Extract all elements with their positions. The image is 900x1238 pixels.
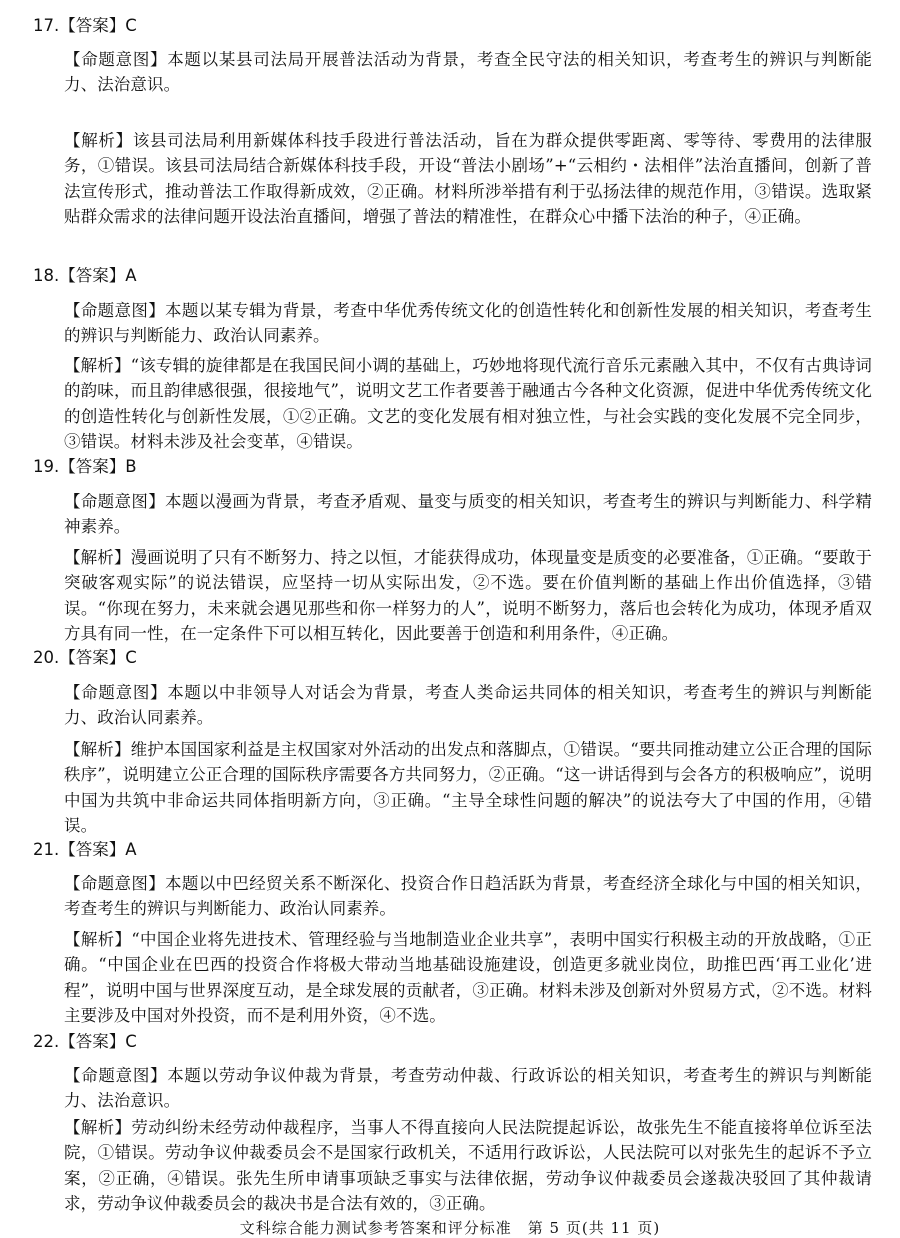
- answer-18: 18.【答案】A: [33, 266, 137, 285]
- analysis-22: 【解析】劳动纠纷未经劳动仲裁程序，当事人不得直接向人民法院提起诉讼，故张先生不能直接将单位诉至法院，①错误。劳动争议仲裁委员会不是国家行政机关，不适用行政诉讼，人民法院可以对张先生的起诉不予立案，②正确，④错误。张先生所申请事项缺乏事实与法律依据，劳动争议仲裁委员会遂裁决驳回了其仲裁请求，劳动争议仲裁委员会的裁决书是合法有效的，③正确。: [64, 1118, 872, 1214]
- answer-22: 22.【答案】C: [33, 1032, 137, 1051]
- intent-20: 【命题意图】本题以中非领导人对话会为背景，考查人类命运共同体的相关知识，考查考生的辨识与判断能力、政治认同素养。: [64, 683, 872, 728]
- analysis-20: 【解析】维护本国国家利益是主权国家对外活动的出发点和落脚点，①错误。“要共同推动建立公正合理的国际秩序”，说明建立公正合理的国际秩序需要各方共同努力，②正确。“这一讲话得到与会各方的积极响应”，说明中国为共筑中非命运共同体指明新方向，③正确。“主导全球性问题的解决”的说法夸大了中国的作用，④错误。: [64, 740, 872, 836]
- intent-19: 【命题意图】本题以漫画为背景，考查矛盾观、量变与质变的相关知识，考查考生的辨识与判断能力、科学精神素养。: [64, 492, 872, 537]
- analysis-21: 【解析】“中国企业将先进技术、管理经验与当地制造业企业共享”，表明中国实行积极主动的开放战略，①正确。“中国企业在巴西的投资合作将极大带动当地基础设施建设，创造更多就业岗位，助推巴西‘再工业化’进程”，说明中国与世界深度互动，是全球发展的贡献者，③正确。材料未涉及创新对外贸易方式，②不选。材料主要涉及中国对外投资，而不是利用外资，④不选。: [64, 930, 872, 1026]
- analysis-18: 【解析】“该专辑的旋律都是在我国民间小调的基础上，巧妙地将现代流行音乐元素融入其中，不仅有古典诗词的韵味，而且韵律感很强，很接地气”，说明文艺工作者要善于融通古今各种文化资源，促进中华优秀传统文化的创造性转化与创新性发展，①②正确。文艺的变化发展有相对独立性，与社会实践的变化发展不完全同步，③错误。材料未涉及社会变革，④错误。: [64, 356, 872, 452]
- answer-19: 19.【答案】B: [33, 457, 137, 476]
- analysis-17: 【解析】该县司法局利用新媒体科技手段进行普法活动，旨在为群众提供零距离、零等待、零费用的法律服务，①错误。该县司法局结合新媒体科技手段，开设“普法小剧场”+“云相约・法相伴”法治直播间，创新了普法宣传形式，推动普法工作取得新成效，②正确。材料所涉举措有利于弘扬法律的规范作用，③错误。选取紧贴群众需求的法律问题开设法治直播间，增强了普法的精准性，在群众心中播下法治的种子，④正确。: [64, 131, 872, 227]
- analysis-19: 【解析】漫画说明了只有不断努力、持之以恒，才能获得成功，体现量变是质变的必要准备，①正确。“要敢于突破客观实际”的说法错误，应坚持一切从实际出发，②不选。要在价值判断的基础上作出价值选择，③错误。“你现在努力，未来就会遇见那些和你一样努力的人”，说明不断努力，落后也会转化为成功，体现矛盾双方具有同一性，在一定条件下可以相互转化，因此要善于创造和利用条件，④正确。: [64, 548, 872, 644]
- answer-21: 21.【答案】A: [33, 840, 137, 859]
- page-footer: 文科综合能力测试参考答案和评分标准 第 5 页(共 11 页): [239, 1219, 661, 1237]
- intent-21: 【命题意图】本题以中巴经贸关系不断深化、投资合作日趋活跃为背景，考查经济全球化与中国的相关知识，考查考生的辨识与判断能力、政治认同素养。: [64, 874, 872, 919]
- answer-20: 20.【答案】C: [33, 648, 137, 667]
- intent-17: 【命题意图】本题以某县司法局开展普法活动为背景，考查全民守法的相关知识，考查考生的辨识与判断能力、法治意识。: [64, 50, 872, 95]
- intent-22: 【命题意图】本题以劳动争议仲裁为背景，考查劳动仲裁、行政诉讼的相关知识，考查考生的辨识与判断能力、法治意识。: [64, 1066, 872, 1111]
- answer-17: 17.【答案】C: [33, 16, 137, 35]
- intent-18: 【命题意图】本题以某专辑为背景，考查中华优秀传统文化的创造性转化和创新性发展的相关知识，考查考生的辨识与判断能力、政治认同素养。: [64, 301, 872, 346]
